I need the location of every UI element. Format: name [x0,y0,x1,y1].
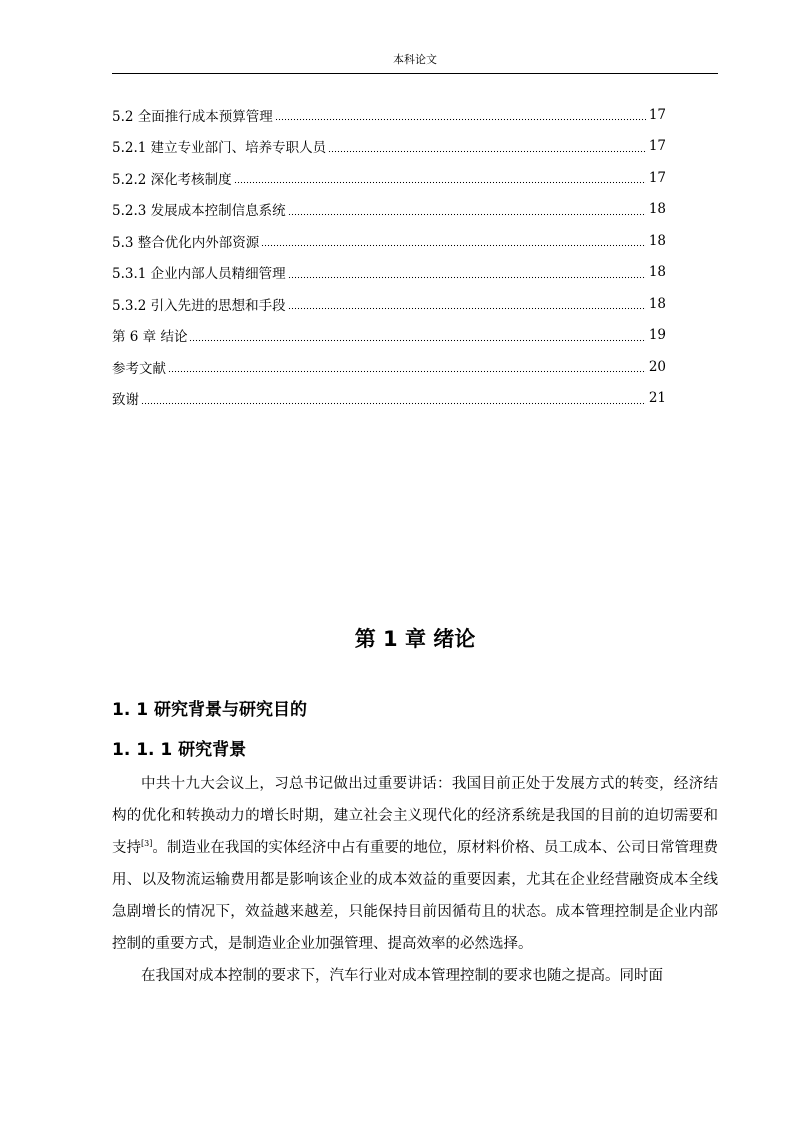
toc-entry-page: 17 [648,169,666,186]
paragraph-text: 。制造业在我国的实体经济中占有重要的地位，原材料价格、员工成本、公司日常管理费用、以及物流运输费用都是影响该企业的成本效益的重要因素，尤其在企业经营融资成本全线急剧增长的情况下，效益越来越差，只能保持目前因循苟且的状态。成本管理控制是企业内部控制的重要方式，是制造业企业加强管理、提高效率的必然选择。 [112,840,719,952]
toc-entry[interactable] [112,257,666,289]
toc-dot-leader [261,234,646,247]
toc-entry-label: 第 6 章 结论 [112,329,188,346]
toc-dot-leader [168,360,646,373]
toc-entry[interactable] [112,194,666,226]
toc-entry-page: 17 [648,138,666,155]
body-text [112,768,718,992]
header-rule [112,73,718,74]
paragraph [112,768,718,960]
toc-entry-label: 5.2.2 深化考核制度 [112,171,232,188]
toc-entry[interactable] [112,162,666,194]
toc-dot-leader [288,297,646,310]
toc-entry[interactable] [112,131,666,163]
toc-entry-page: 17 [648,106,666,123]
toc-dot-leader [234,171,646,184]
table-of-contents [112,99,666,414]
chapter-title: 第 1 章 绪论 [354,627,476,651]
toc-entry[interactable] [112,288,666,320]
toc-entry[interactable] [112,320,666,352]
toc-entry-page: 20 [648,358,666,375]
toc-entry[interactable] [112,383,666,415]
toc-dot-leader [288,203,646,216]
page-header: 本科论文 [393,53,437,66]
toc-entry-page: 21 [648,390,666,407]
toc-entry-label: 5.2.3 发展成本控制信息系统 [112,203,286,220]
toc-dot-leader [288,266,646,279]
toc-entry[interactable] [112,99,666,131]
toc-entry-label: 5.3.1 企业内部人员精细管理 [112,266,286,283]
toc-dot-leader [189,329,646,342]
toc-entry-label: 参考文献 [112,360,166,377]
toc-entry[interactable] [112,351,666,383]
toc-entry-label: 致谢 [112,392,139,409]
toc-entry-page: 19 [648,327,666,344]
toc-entry-label: 5.3.2 引入先进的思想和手段 [112,297,286,314]
toc-entry[interactable] [112,225,666,257]
toc-entry-label: 5.2 全面推行成本预算管理 [112,108,273,125]
toc-entry-label: 5.3 整合优化内外部资源 [112,234,260,251]
toc-entry-label: 5.2.1 建立专业部门、培养专职人员 [112,140,327,157]
section-heading: 1. 1 研究背景与研究目的 [112,700,307,720]
toc-entry-page: 18 [648,232,666,249]
subsection-heading: 1. 1. 1 研究背景 [112,740,247,760]
toc-entry-page: 18 [648,295,666,312]
toc-entry-page: 18 [648,264,666,281]
toc-dot-leader [328,140,646,153]
citation-ref[interactable]: [3] [141,839,153,849]
toc-dot-leader [275,108,646,121]
paragraph: 在我国对成本控制的要求下，汽车行业对成本管理控制的要求也随之提高。同时面 [141,968,663,984]
toc-entry-page: 18 [648,201,666,218]
toc-dot-leader [141,392,646,405]
paragraph-text: 中共十九大会议上，习总书记做出过重要讲话：我国目前正处于发展方式的转变，经济结构的优化和转换动力的增长时期，建立社会主义现代化的经济系统是我国的目前的迫切需要和支持 [112,776,718,856]
